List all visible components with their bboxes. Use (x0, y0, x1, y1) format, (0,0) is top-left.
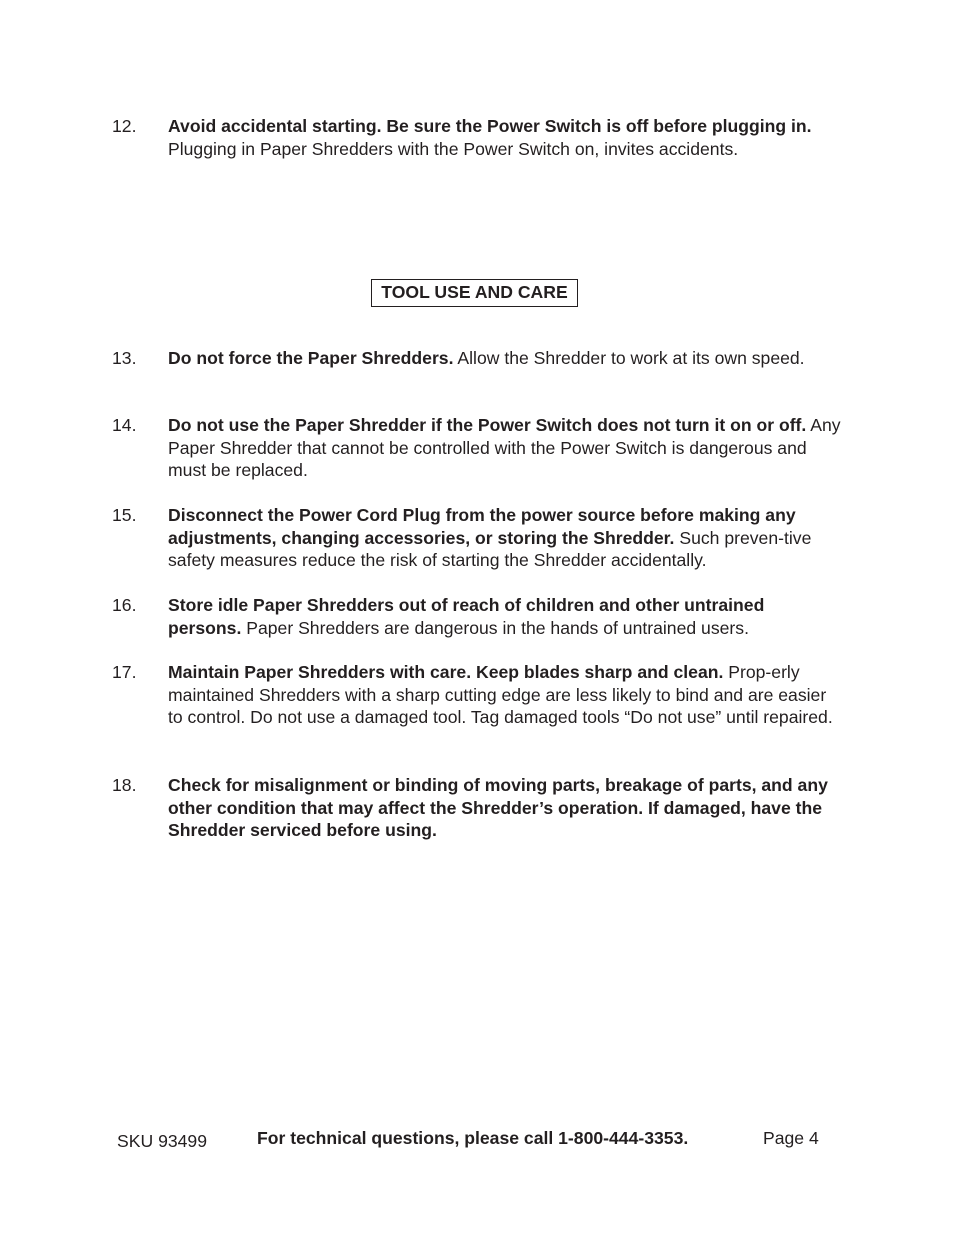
item-number: 16. (112, 595, 137, 615)
item-number: 15. (112, 505, 137, 525)
item-number: 13. (112, 348, 137, 368)
item-bold-text: Maintain Paper Shredders with care. Keep blades sharp and clean. (168, 662, 724, 682)
item-bold-text: Do not force the Paper Shredders. (168, 348, 454, 368)
instruction-item-13 (112, 347, 842, 370)
item-bold-text: Do not use the Paper Shredder if the Power Switch does not turn it on or off. (168, 415, 807, 435)
footer-technical-support: For technical questions, please call 1-800-444-3353. (257, 1128, 689, 1148)
instruction-item-16 (112, 594, 842, 639)
instruction-item-12 (112, 115, 842, 160)
instruction-item-18 (112, 774, 842, 842)
item-normal-text: Any Paper Shredder that cannot be controlled with the Power Switch is dangerous and must be replaced. (168, 415, 841, 481)
item-number: 17. (112, 662, 137, 682)
item-number: 14. (112, 415, 137, 435)
item-text (168, 594, 842, 639)
instruction-item-14 (112, 414, 842, 482)
item-normal-text: Allow the Shredder to work at its own speed. (453, 348, 805, 368)
footer-sku: SKU 93499 (117, 1131, 207, 1151)
item-normal-text: Paper Shredders are dangerous in the hands of untrained users. (241, 617, 749, 638)
item-text (168, 115, 842, 160)
instruction-item-17 (112, 661, 842, 729)
item-text (168, 504, 842, 572)
section-heading-tool-use-and-care: TOOL USE AND CARE (371, 279, 578, 307)
instruction-item-15 (112, 504, 842, 572)
item-normal-text: Such preven-tive safety measures reduce the risk of starting the Shredder accidentally. (168, 527, 812, 571)
item-normal-text: Plugging in Paper Shredders with the Power Switch on, invites accidents. (168, 138, 739, 159)
item-text (168, 414, 842, 482)
footer-page-number: Page 4 (763, 1128, 819, 1148)
item-bold-text: Store idle Paper Shredders out of reach of children and other untrained persons. (168, 595, 765, 638)
item-bold-text: Disconnect the Power Cord Plug from the power source before making any adjustments, changing accessories, or storing the Shredder. (168, 505, 796, 548)
item-normal-text: Prop-erly maintained Shredders with a sharp cutting edge are less likely to bind and are easier to control. Do not use a damaged tool. Tag damaged tools “Do not use” until repaired. (168, 662, 833, 728)
item-bold-text: Avoid accidental starting. Be sure the Power Switch is off before plugging in. (168, 116, 812, 136)
item-text (168, 661, 842, 729)
item-text (168, 774, 842, 842)
item-number: 18. (112, 775, 137, 795)
item-text (168, 347, 842, 370)
item-number: 12. (112, 116, 137, 136)
item-bold-text: Check for misalignment or binding of moving parts, breakage of parts, and any other condition that may affect the Shredder’s operation. If damaged, have the Shredder serviced before using. (168, 775, 828, 841)
